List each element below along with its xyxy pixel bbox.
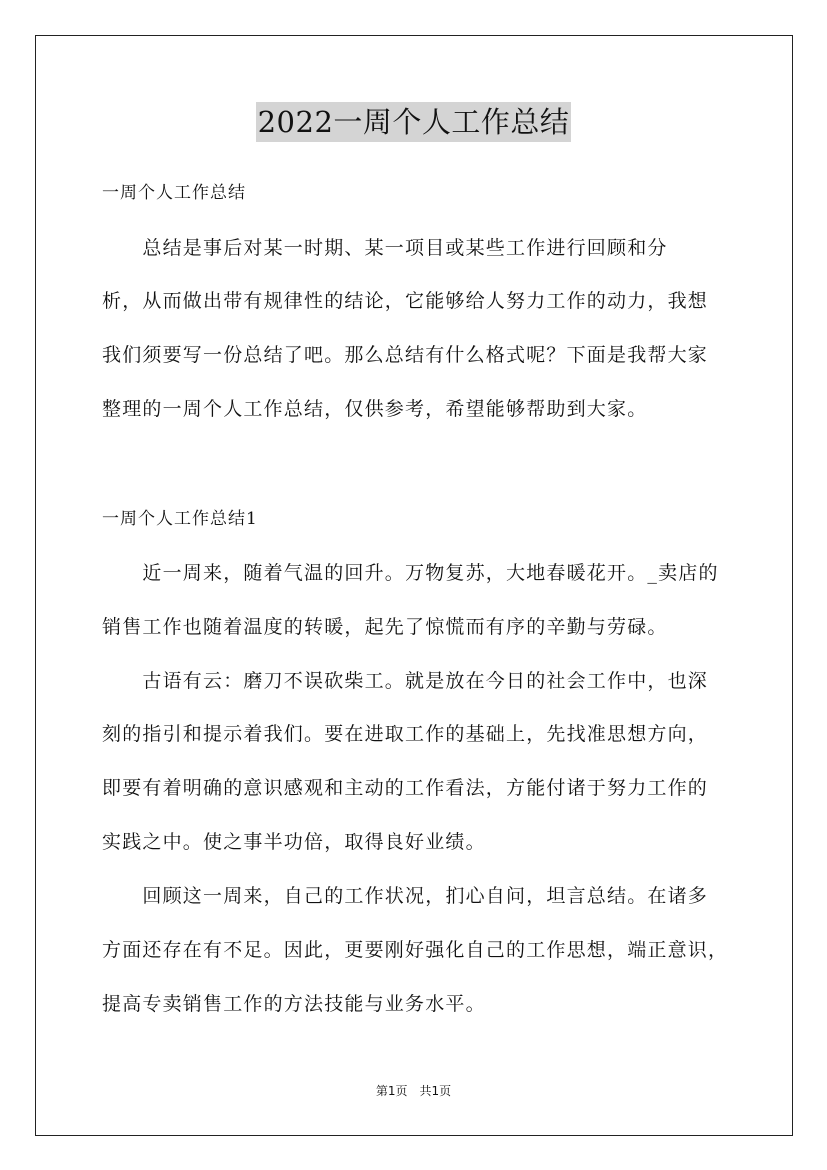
intro-line: 总结是事后对某一时期、某一项目或某些工作进行回顾和分 — [102, 237, 668, 259]
subtitle: 一周个人工作总结 — [102, 183, 246, 203]
paragraph-line: 提高专卖销售工作的方法技能与业务水平。 — [102, 993, 486, 1015]
paragraph-line: 近一周来，随着气温的回升。万物复苏，大地春暖花开。_卖店的 — [102, 562, 719, 584]
paragraph-line: 古语有云：磨刀不误砍柴工。就是放在今日的社会工作中，也深 — [102, 670, 709, 692]
section-heading: 一周个人工作总结1 — [102, 509, 258, 529]
intro-line: 我们须要写一份总结了吧。那么总结有什么格式呢？下面是我帮大家 — [102, 344, 709, 366]
paragraph-line: 方面还存在有不足。因此，更要刚好强化自己的工作思想，端正意识， — [102, 939, 729, 961]
page-footer: 第1页 共1页 — [375, 1084, 452, 1098]
paragraph-line: 回顾这一周来，自己的工作状况，扪心自问，坦言总结。在诸多 — [102, 885, 709, 907]
intro-line: 整理的一周个人工作总结，仅供参考，希望能够帮助到大家。 — [102, 398, 648, 420]
paragraph-line: 刻的指引和提示着我们。要在进取工作的基础上，先找准思想方向， — [102, 723, 709, 745]
paragraph-line: 实践之中。使之事半功倍，取得良好业绩。 — [102, 831, 486, 853]
paragraph-line: 即要有着明确的意识感观和主动的工作看法，方能付诸于努力工作的 — [102, 777, 709, 799]
document-title: 2022一周个人工作总结 — [256, 102, 572, 142]
title-wrap — [0, 102, 827, 142]
paragraph-line: 销售工作也随着温度的转暖，起先了惊慌而有序的辛勤与劳碌。 — [102, 616, 668, 638]
intro-line: 析，从而做出带有规律性的结论，它能够给人努力工作的动力，我想 — [102, 290, 709, 312]
